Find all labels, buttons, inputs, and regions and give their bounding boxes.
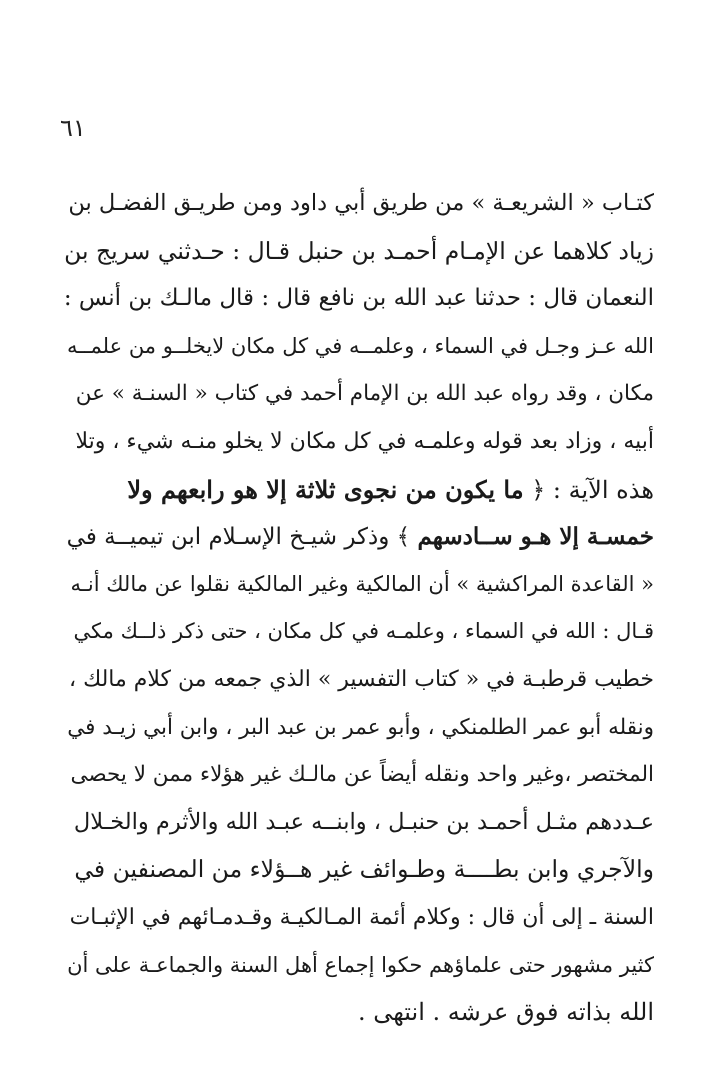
text-line-11: خطيب قرطبـة في « كتاب التفسير » الذي جمعه من كلام مالك ، [68,666,654,692]
verse-continuation: ﴾ وذكر شيـخ الإسـلام ابن تيميــة في [66,524,418,551]
text-line-16: السنة ـ إلى أن قال : وكلام أئمة المـالكيـة وقـدمـائهم في الإثبـات [69,904,654,930]
text-line-12: ونقله أبو عمر الطلمنكي ، وأبو عمر بن عبد البر ، وابن أبي زيـد في [67,714,654,740]
text-line-7 [64,466,654,514]
text-line-9: « القاعدة المراكشية » أن المالكية وغير المالكية نقلوا عن مالك أنـه [70,571,654,596]
page-number: ٦١ [60,114,86,142]
text-line-10: قـال : الله في السماء ، وعلمـه في كل مكان ، حتى ذكر ذلــك مكي [73,619,654,644]
text-line-6: أبيه ، وزاد بعد قوله وعلمـه في كل مكان لا يخلو منـه شيء ، وتلا [75,428,654,454]
quran-verse-part-2: خمسـة إلا هـو ســادسهم [417,523,654,551]
verse-intro: هذه الآية : ﴿ [523,475,654,504]
text-line-4: الله عـز وجـل في السماء ، وعلمــه في كل مكان لايخلــو من علمــه [66,333,654,358]
text-line-2: زياد كلاهما عن الإمـام أحمـد بن حنبل قـال : حـدثني سريج بن [64,236,654,265]
text-line-3: النعمان قال : حدثنا عبد الله بن نافع قال : قال مالـك بن أنس : [64,285,654,312]
text-line-18: الله بذاته فوق عرشه . انتهى . [357,998,654,1027]
text-line-1: كتـاب « الشريعـة » من طريق أبي داود ومن طريـق الفضـل بن [68,190,654,216]
text-line-14: عـددهم مثـل أحمـد بن حنبـل ، وابنــه عبـد الله والأثرم والخـلال [73,808,654,835]
text-line-15: والآجري وابن بطــــة وطـوائف غير هــؤلاء من المصنفين في [74,855,654,884]
text-line-8 [64,513,654,561]
text-line-17: كثير مشهور حتى علماؤهم حكوا إجماع أهل السنة والجماعـة على أن [67,952,654,977]
text-line-13: المختصر ،وغير واحد ونقله أيضاً عن مالـك غير هؤلاء ممن لا يحصى [70,762,654,788]
text-line-5: مكان ، وقد رواه عبد الله بن الإمام أحمد في كتاب « السنـة » عن [75,381,654,407]
quran-verse-part-1: ما يكون من نجوى ثلاثة إلا هو رابعهم ولا [127,474,524,504]
body-text [64,180,654,1037]
